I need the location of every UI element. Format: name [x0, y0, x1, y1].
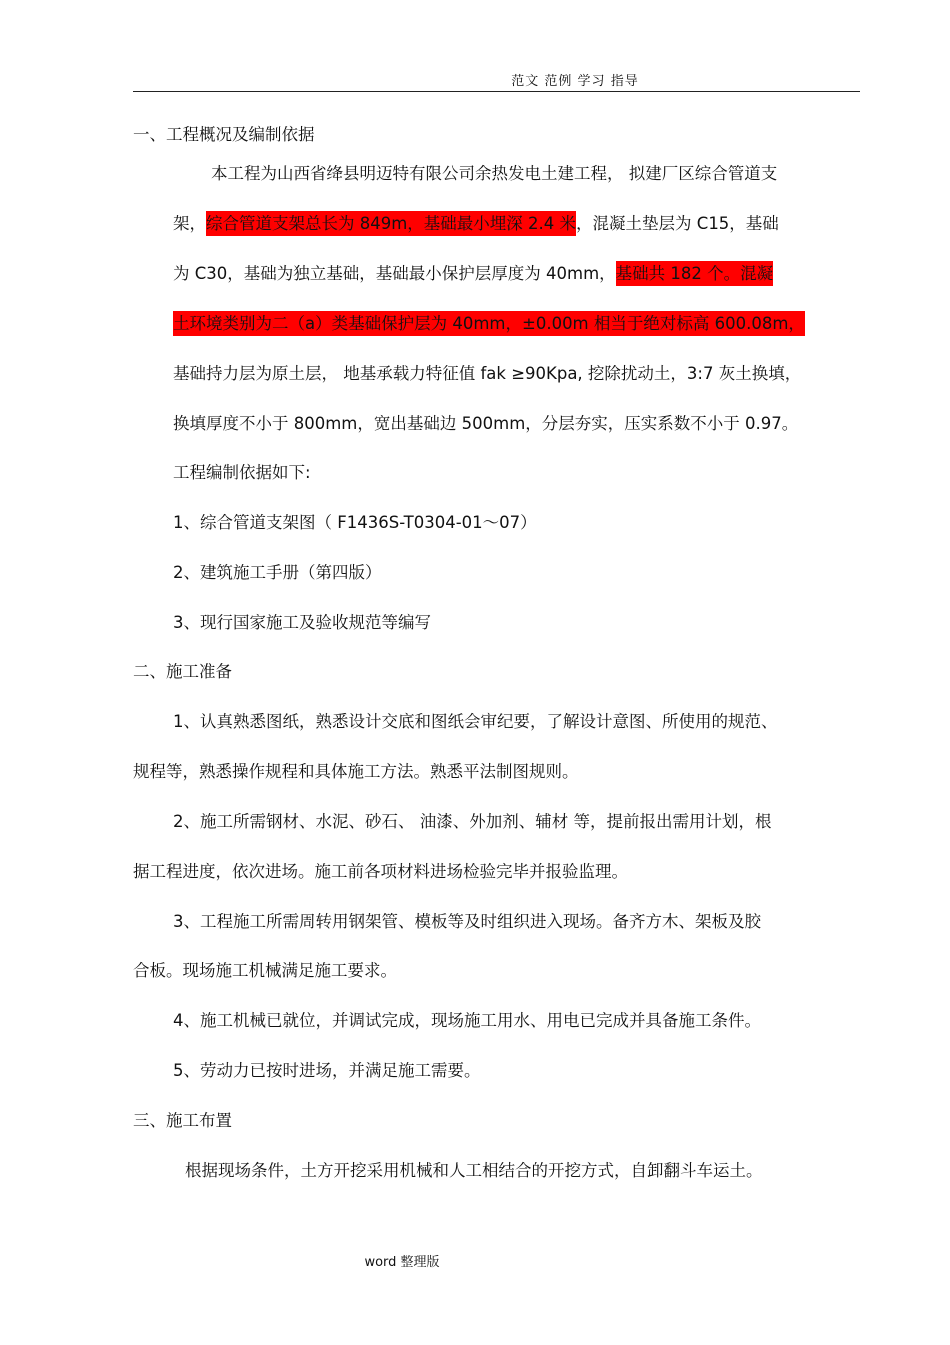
text-segment: 2、建筑施工手册（第四版） [173, 563, 382, 582]
highlighted-text: 土环境类别为二（a）类基础保护层为 40mm，±0.00m 相当于绝对标高 600.08m， [173, 311, 805, 336]
text-segment: 为 C30，基础为独立基础，基础最小保护层厚度为 40mm， [173, 264, 616, 283]
text-line [133, 759, 579, 785]
highlighted-text: 综合管道支架总长为 849m，基础最小埋深 2.4 米 [206, 211, 576, 236]
text-line [133, 859, 628, 885]
text-line [173, 1008, 761, 1034]
text-line [133, 958, 397, 984]
text-segment: ，混凝土垫层为 C15，基础 [576, 214, 779, 233]
text-line [173, 460, 311, 486]
header-divider [133, 91, 860, 92]
text-segment: 本工程为山西省绛县明迈特有限公司余热发电土建工程， 拟建厂区综合管道支 [211, 164, 778, 183]
text-segment: 4、施工机械已就位，并调试完成，现场施工用水、用电已完成并具备施工条件。 [173, 1011, 761, 1030]
text-line [173, 361, 801, 387]
text-line [133, 659, 232, 685]
text-line [185, 1158, 763, 1184]
text-segment: 换填厚度不小于 800mm，宽出基础边 500mm，分层夯实，压实系数不小于 0.97。 [173, 414, 799, 433]
text-segment: 5、劳动力已按时进场，并满足施工需要。 [173, 1061, 481, 1080]
text-segment: 一、工程概况及编制依据 [133, 125, 315, 144]
text-line [173, 411, 798, 437]
text-segment: 二、施工准备 [133, 662, 232, 681]
text-line [173, 809, 772, 835]
text-line [173, 510, 537, 536]
text-segment: 1、综合管道支架图（ F1436S-T0304-01～07） [173, 513, 537, 532]
text-segment: 工程编制依据如下: [173, 463, 311, 482]
page-header: 范文 范例 学习 指导 [511, 74, 639, 89]
highlighted-text: 基础共 182 个。混凝 [616, 261, 773, 286]
text-segment: 三、施工布置 [133, 1111, 232, 1130]
text-segment: 规程等，熟悉操作规程和具体施工方法。熟悉平法制图规则。 [133, 762, 579, 781]
text-segment: 基础持力层为原土层， 地基承载力特征值 fak ≥90Kpa, 挖除扰动土，3:7 灰土换填， [173, 364, 802, 383]
text-line [173, 560, 382, 586]
text-segment: 3、工程施工所需周转用钢架管、模板等及时组织进入现场。备齐方木、架板及胶 [173, 912, 761, 931]
text-line [173, 261, 773, 287]
text-segment: 架， [173, 214, 206, 233]
text-line [133, 122, 315, 148]
text-line [173, 311, 805, 337]
text-segment: 1、认真熟悉图纸，熟悉设计交底和图纸会审纪要，了解设计意图、所使用的规范、 [173, 712, 778, 731]
text-line [173, 1058, 481, 1084]
text-line [173, 610, 431, 636]
text-segment: 2、施工所需钢材、水泥、砂石、 油漆、外加剂、辅材 等，提前报出需用计划，根 [173, 812, 772, 831]
text-line [211, 161, 777, 187]
text-line [173, 211, 779, 237]
page-footer: word 整理版 [364, 1255, 440, 1270]
text-line [173, 709, 778, 735]
text-line [133, 1108, 232, 1134]
text-segment: 据工程进度，依次进场。施工前各项材料进场检验完毕并报验监理。 [133, 862, 628, 881]
text-segment: 根据现场条件，土方开挖采用机械和人工相结合的开挖方式，自卸翻斗车运土。 [185, 1161, 763, 1180]
text-line [173, 909, 761, 935]
text-segment: 3、现行国家施工及验收规范等编写 [173, 613, 431, 632]
text-segment: 合板。现场施工机械满足施工要求。 [133, 961, 397, 980]
